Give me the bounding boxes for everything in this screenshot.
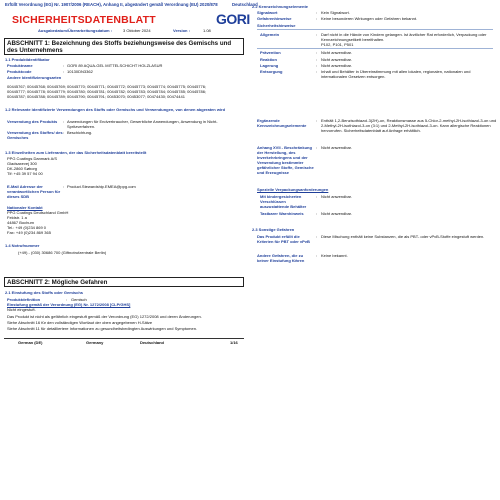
disposal-value: Inhalt und Behälter in Übereinstimmung mit allen lokalen, regionalen, nationalen und internationalen Gesetzen entsorgen. <box>321 69 471 79</box>
signal-label: Signalwort <box>257 10 278 15</box>
emergency-number: (+49) - (030) 30686 700 (Giftnotrufzentrale Berlin) <box>18 250 107 255</box>
pbt-value: Diese Mischung enthält keine Substanzen, die als PBT- oder vPvB-Stoffe eingestuft werden. <box>321 234 485 239</box>
signal-value: Kein Signalwort. <box>321 10 350 15</box>
disposal-colon: : <box>316 69 318 74</box>
supplier-line-1: PPG Coatings Danmark A/S <box>7 156 58 161</box>
closures-colon: : <box>316 194 318 199</box>
regulation-header: Erfüllt Verordnung (EG) Nr. 1907/2006 (REACH), Anhang II, abgeändert gemäß Verordnung (EU) 2020/878 <box>5 2 218 7</box>
footer-divider <box>4 338 244 339</box>
other-hazards-value: Keine bekannt. <box>321 253 348 258</box>
contact-line-2: Feldstr. 1 a <box>7 215 27 220</box>
general-colon: : <box>316 32 318 37</box>
section1-title: ABSCHNITT 1: Bezeichnung des Stoffs beziehungsweise des Gemischs und des Unternehmens <box>4 38 244 55</box>
contact-line-5: Fax: +49 (0)234 869 365 <box>7 230 51 235</box>
product-name-label: Produktname <box>7 63 33 68</box>
document-title: SICHERHEITSDATENBLATT <box>12 14 156 26</box>
classification-line-3: Siehe Abschnitt 11 für detailliertere Informationen zu gesundheitsbedingten Auswirkungen und Symptomen. <box>7 326 198 331</box>
reaction-colon: : <box>316 57 318 62</box>
s22-heading: 2.2 Kennzeichnungselemente <box>252 4 309 9</box>
safety-label: Sicherheitshinweise <box>257 23 296 28</box>
mixture-use-value: Beschichtung. <box>67 130 93 135</box>
classification-line-2: Siehe Abschnitt 16 für den vollständigen Wortlaut der oben angegebenen H-Sätze <box>7 320 153 325</box>
version-label: Version : <box>173 28 190 33</box>
issue-date: 3 Oktober 2024 <box>123 28 151 33</box>
product-code-value: 10130DN3362 <box>67 69 93 74</box>
not-classified: Nicht eingestuft. <box>7 307 36 312</box>
contact-line-4: Tel.: +49 (0)234 869 0 <box>7 225 47 230</box>
supplemental-label: Ergänzende Kennzeichnungselemente <box>257 118 307 128</box>
prevention-value: Nicht anwendbar. <box>321 50 352 55</box>
codes-line-3: 00445787; 00445788; 00445789; 00445790; 00445791; 00453070; 00453077; 00474430; 00474441 <box>7 94 185 99</box>
product-code-colon: : <box>63 69 65 74</box>
prevention-colon: : <box>316 50 318 55</box>
supplier-line-2: Gladsaxevej 300 <box>7 161 37 166</box>
supplemental-colon: : <box>316 118 318 123</box>
divider <box>257 48 493 49</box>
contact-line-3: 44867 Bochum <box>7 220 34 225</box>
storage-value: Nicht anwendbar. <box>321 63 352 68</box>
hazard-label: Gefahrenhinweise <box>257 16 292 21</box>
email-link[interactable]: Product.Stewardship.EMEA@ppg.com <box>67 184 136 189</box>
pbt-colon: : <box>316 234 318 239</box>
footer-language: German (DE) <box>18 340 43 345</box>
annex-colon: : <box>316 145 318 150</box>
storage-label: Lagerung <box>260 63 279 68</box>
use-colon: : <box>63 119 65 124</box>
tactile-colon: : <box>316 211 318 216</box>
other-hazards-label: Andere Gefahren, die zu keiner Einstufung führen <box>257 253 305 263</box>
closures-value: Nicht anwendbar. <box>321 194 352 199</box>
footer-land: Deutschland <box>140 340 165 345</box>
email-colon: : <box>63 184 65 189</box>
email-label: E-Mail Adresse der verantwortlichen Person für dieses SDB <box>7 184 61 199</box>
use-label: Verwendung des Produkts <box>7 119 58 124</box>
s23-heading: 2.3 Sonstige Gefahren <box>252 227 295 232</box>
version-value: 1.08 <box>203 28 211 33</box>
header-country: Deutschland <box>232 2 258 7</box>
s13-heading: 1.3 Einzelheiten zum Lieferanten, der das Sicherheitsdatenblatt bereitstellt <box>5 150 147 155</box>
reaction-value: Nicht anwendbar. <box>321 57 352 62</box>
product-name-value: GORI 89 AQUA-GEL MITTELSCHICHT HOLZLASUR <box>67 63 163 68</box>
annex-value: Nicht anwendbar. <box>321 145 352 150</box>
general-label: Allgemein <box>260 32 280 37</box>
divider <box>257 29 493 30</box>
other-ids-label: Andere Identifizierungsarten <box>7 75 62 80</box>
prevention-label: Prävention <box>260 50 281 55</box>
product-code-label: Produktcode <box>7 69 32 74</box>
pbt-label: Das Produkt erfüllt die Kriterien für PBT oder vPvB <box>257 234 310 244</box>
general-codes: P102, P101, P501 <box>321 42 354 47</box>
supplier-line-3: DK-2860 Søborg <box>7 166 38 171</box>
s12-heading: 1.2 Relevante identifizierte Verwendungen des Stoffs oder Gemischs und Verwendungen, von denen abgeraten wird <box>5 107 226 112</box>
contact-line-1: PPG Coatings Deutschland GmbH <box>7 210 69 215</box>
signal-colon: : <box>316 10 318 15</box>
page-number: 1/16 <box>230 340 238 345</box>
s11-heading: 1.1 Produktidentifikator <box>5 57 50 62</box>
company-logo: GORI <box>216 11 250 27</box>
codes-line-2: 00445777; 00445778; 00445779; 00445780; 00445781; 00445782; 00445783; 00445784; 00445785; 00445786; <box>7 89 207 94</box>
use-value: Anwendungen für Endverbraucher, Gewerbliche Anwendungen, Anwendung in Nicht-Spritzverfahren. <box>67 119 218 129</box>
definition-label: Produktdefinition <box>7 297 41 302</box>
general-value: Darf nicht in die Hände von Kindern gelangen. Ist ärztlicher Rat erforderlich, Verpackung oder Kennzeichnungsetikett bereithalten. <box>321 32 487 42</box>
annex-label: Anhang XVII - Beschränkung der Herstellung, des Inverkehrbringens und der Verwendung bestimmter gefährlicher Stoffe, Gemische und Erzeugnisse <box>257 145 314 175</box>
hazard-colon: : <box>316 16 318 21</box>
section2-title: ABSCHNITT 2: Mögliche Gefahren <box>4 277 244 287</box>
footer-country: Germany <box>86 340 104 345</box>
mixture-use-colon: : <box>63 130 65 135</box>
product-name-colon: : <box>63 63 65 68</box>
closures-label: Mit kindergesicherten Verschlüssen auszustattende Behälter <box>260 194 307 209</box>
tactile-label: Tastbarer Warnhinweis <box>260 211 304 216</box>
hazard-value: Keine besonderen Wirkungen oder Gefahren bekannt. <box>321 16 418 21</box>
other-hazards-colon: : <box>316 253 318 258</box>
national-contact-label: Nationaler Kontakt <box>7 205 43 210</box>
s21-heading: 2.1 Einstufung des Stoffs oder Gemischs <box>5 290 84 295</box>
supplemental-value: Enthält 1,2-Benzisothiazol-3(2H)-on, Reaktionsmasse aus 5-Chlor-2-methyl-2H-isothiazol-3-on und 2-Methyl-2H-isothiazol-3-on (3:1) und 2-Methyl-2H-isothiazol-3-on. Kann allergische Reaktionen hervorrufen. Sicherheitsdatenblatt auf Anfrage erhältlich. <box>321 118 497 133</box>
definition-colon: : <box>66 297 68 302</box>
clp-label: Einstufung gemäß der Verordnung (EG) Nr. 1272/2008 [CLP/GHS] <box>7 302 131 307</box>
packaging-label: Spezielle Verpackungsanforderungen <box>257 187 329 192</box>
tactile-value: Nicht anwendbar. <box>321 211 352 216</box>
classification-line-1: Das Produkt ist nicht als gefährlich eingestuft gemäß der Verordnung (EG) 1272/2008 und deren Änderungen. <box>7 314 202 319</box>
definition-value: Gemisch <box>71 297 87 302</box>
reaction-label: Reaktion <box>260 57 277 62</box>
s14-heading: 1.4 Notrufnummer <box>5 243 40 248</box>
codes-line-1: 00445767; 00445768; 00445769; 00445770; 00445771; 00445772; 00445773; 00445774; 00445775; 00445776; <box>7 84 207 89</box>
mixture-use-label: Verwendung des Stoffes/ des Gemisches <box>7 130 63 140</box>
disposal-label: Entsorgung <box>260 69 283 74</box>
supplier-line-4: Tlf: +45 39 57 94 00 <box>7 171 43 176</box>
issue-label: Ausgabedatum/Überarbeitungsdatum : <box>38 28 113 33</box>
storage-colon: : <box>316 63 318 68</box>
